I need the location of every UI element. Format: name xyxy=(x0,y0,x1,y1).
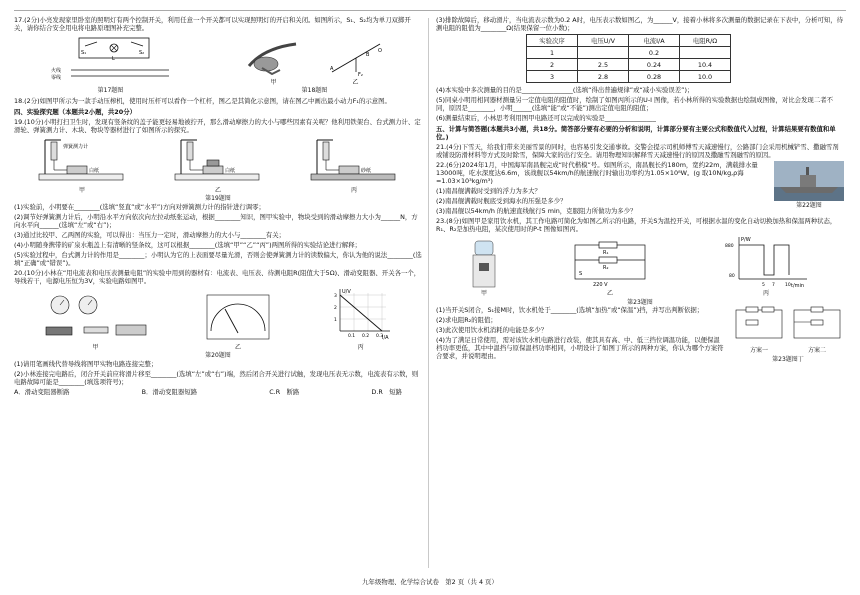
figure-23-caption: 第23题图 xyxy=(627,298,653,306)
column-divider xyxy=(428,18,429,568)
plan-2-label: 方案二 xyxy=(807,347,826,354)
f2-label: F₂ xyxy=(357,71,363,78)
graph-ylabel: U/V xyxy=(341,288,351,295)
question-19-intro: 19.(10分)小明打扫卫生时，发现有竖条纹的盖子能更轻易地被拧开，那么滑动摩擦力的大小与哪些因素有关呢？他利用铁架台、台式测力计、定滑轮、弹簧测力计、木块、物块等器材进行了如图所示的探究。 xyxy=(14,117,421,134)
r2-label: R₂ xyxy=(603,265,609,271)
question-20-options xyxy=(14,388,422,396)
s1-label: S₁ xyxy=(80,50,86,56)
figure-20-yi-label: 乙 xyxy=(234,343,241,351)
table-header: 电阻R/Ω xyxy=(680,35,731,47)
ytick-2: 2 xyxy=(333,305,337,311)
question-20-part-1: (1)请用笔画线代替导线将图甲实物电路连接完整； xyxy=(14,359,158,368)
figure-18-caption: 第18题图 xyxy=(301,87,328,94)
plan-2 xyxy=(790,306,844,355)
table-cell: 2.5 xyxy=(578,59,629,71)
figure-20-yi xyxy=(203,291,273,352)
xtick-02: 0.2 xyxy=(361,333,369,339)
question-23-part-1: (1)当开关S闭合，S₁接M时，饮水机处于________(选填“加热”或“保温”)挡，并写出判断依据； xyxy=(436,306,704,314)
figure-19-caption: 第19题图 xyxy=(205,195,231,202)
plan-1 xyxy=(732,306,786,355)
question-22-part-2: (2)南昌舰满载时舰底受到海水的压强是多少？ xyxy=(436,197,567,205)
question-22-part-3: (3)南昌舰以54km/h 的航速直线航行5 min，克服阻力所做功为多少？ xyxy=(436,207,637,215)
figure-23-ding xyxy=(732,306,844,363)
lever-diagram xyxy=(326,38,386,78)
plan-2-circuit xyxy=(790,306,844,346)
section-5-heading: 五、计算与简答题(本题共3小题，共18分。简答部分要有必要的分析和说明，计算部分要有主要公式和数值代入过程，计算结果要有数值和单位。) xyxy=(436,125,836,141)
question-23-parts xyxy=(436,306,726,363)
ytick-3: 3 xyxy=(333,293,337,299)
cloth-label-jia: 白纸 xyxy=(89,167,100,174)
table-cell: 10.0 xyxy=(680,71,731,83)
question-22-block xyxy=(436,161,844,217)
table-row xyxy=(527,59,731,71)
figure-20 xyxy=(14,287,422,360)
question-19-part-2: (2)调节好弹簧测力计后，小明沿水平方向依次向左拉动纸张运动，根据________知识，图甲实验中，物块受到的滑动摩擦力大小为______N，方向水平向______(选填“左”或“右”)； xyxy=(14,212,418,229)
xtick-7: 7 xyxy=(772,283,775,288)
r1-label: R₁ xyxy=(603,250,609,256)
figure-22 xyxy=(774,161,844,217)
table-cell xyxy=(680,47,731,59)
figure-23-yi xyxy=(565,239,655,298)
question-19-part-4: (4)小明随身携带的矿泉水瓶盖上有清晰的竖条纹，这可以根据________(选填“甲”“乙”“丙”)两图所得的实验结论进行解释； xyxy=(14,240,362,249)
figure-23-jia-label: 甲 xyxy=(480,290,487,297)
figure-20-bing xyxy=(326,287,396,352)
ytick-1: 1 xyxy=(333,317,337,323)
question-23: 23.(8分)如图甲是家用饮水机，其工作电路可简化为如图乙所示的电路，开关S为温控开关，可根据水温的变化自动切换加热和保温两种状态，R₁、R₂是加热电阻，某次使用时的P-t 图像如图丙。 xyxy=(436,217,837,233)
figure-22-caption: 第22题图 xyxy=(796,202,822,209)
ytick-880: 880 xyxy=(725,244,734,249)
option-c: C.R 断路 xyxy=(269,387,300,396)
switch-s-label: S xyxy=(579,271,583,277)
question-22-text xyxy=(436,161,768,217)
table-cell: 0.24 xyxy=(629,59,680,71)
lever-b-label: B xyxy=(365,51,369,58)
figure-18-jia-label: 甲 xyxy=(270,78,277,86)
figure-18-yi-label: 乙 xyxy=(352,78,359,86)
page-footer: 九年级物理、化学综合试卷 第2 页（共 4 页） xyxy=(362,578,498,586)
xtick-5: 5 xyxy=(762,283,765,288)
spring-gauge-label-jia: 弹簧测力计 xyxy=(63,143,89,150)
friction-setup-jia xyxy=(37,136,127,186)
question-20-part-5: (5)同桌小明用相同器材测量另一定值电阻的阻值时，绘制了如图丙所示的U-I 图像，若小林所得的实验数据也绘制成图像，对比会发现二者不同，原因是________，小明______(选填“能”或“不能”)测出定值电阻的阻值； xyxy=(436,96,833,112)
figure-19-jia xyxy=(37,136,127,195)
neutral-wire-label: 零线 xyxy=(50,75,61,81)
figures-17-18 xyxy=(14,34,422,95)
warship-photo xyxy=(774,161,844,201)
question-18: 18.(2分)如图甲所示为一款手动压榨机，使用时压杆可以看作一个杠杆，图乙是其简化示意图，请在图乙中画出最小动力F₁的示意图。 xyxy=(14,96,391,105)
power-time-graph xyxy=(721,235,811,289)
plan-1-label: 方案一 xyxy=(749,347,768,354)
figure-19-jia-label: 甲 xyxy=(78,186,85,194)
friction-setup-bing xyxy=(309,136,399,186)
table-header: 实验次序 xyxy=(527,35,578,47)
figure-19 xyxy=(14,136,422,203)
question-20-part-3: (3)排除故障后，移动滑片，当电流表示数为0.2 A时，电压表示数如图乙，为______V，接着小林将多次测量的数据记录在下表中，分析可知，待测电阻的阻值为________Ω(结果保留一位小数)； xyxy=(436,16,844,32)
xtick-01: 0.1 xyxy=(347,333,355,339)
xtick-03: 0.3 xyxy=(375,333,383,339)
figure-18-jia xyxy=(244,38,304,87)
figure-23-jia xyxy=(469,239,499,298)
pt-ylabel: P/W xyxy=(741,237,751,243)
dispenser-circuit xyxy=(565,239,655,289)
circuit-17-diagram xyxy=(51,34,171,86)
lamp-label: L xyxy=(111,56,115,62)
question-19-part-1: (1)实验前，小明要在________(选填“竖直”或“水平”)方向对弹簧测力计的指针进行调零； xyxy=(14,202,265,211)
question-20-part-6: (6)测量结束后，小林思考利用图甲电路还可以完成的实验是________________ xyxy=(436,114,656,122)
figure-20-bing-label: 丙 xyxy=(357,343,364,351)
lever-a-label: A xyxy=(329,65,333,72)
juicer-press-image xyxy=(244,38,304,78)
pt-xlabel: t/min xyxy=(791,283,805,289)
section-4-heading: 四、实验探究题（本题共2小题，共20分） xyxy=(14,107,136,116)
figure-19-bing xyxy=(309,136,399,195)
ytick-80: 80 xyxy=(729,274,735,279)
question-23-part-3: (3)此次使用饮水机消耗的电能是多少？ xyxy=(436,326,548,334)
live-wire-label: 火线 xyxy=(50,68,61,74)
supply-label: 220 V xyxy=(593,282,608,288)
question-21: 21.(4分)下雪天，给我们带来美丽雪景的同时，也容易引发交通事故。交警会提示司机师傅雪天减速慢行，公路部门会采用机械铲雪、撒融雪剂或铺设防滑材料等方式及时除雪，保障大家的出行安全。请用物理知识解释雪天减速慢行的原因及撒融雪剂融雪的原因。 xyxy=(436,143,839,159)
top-rule xyxy=(14,10,846,11)
data-table xyxy=(526,34,731,83)
table-cell: 10.4 xyxy=(680,59,731,71)
sandpaper-label: 砂纸 xyxy=(361,167,372,174)
figure-20-jia xyxy=(40,291,150,352)
voltmeter-dial xyxy=(203,291,273,343)
figure-19-yi-label: 乙 xyxy=(214,186,221,194)
figure-23-yi-label: 乙 xyxy=(606,290,613,297)
question-17: 17.(2分)小亮发现家里卧室的照明灯有两个控制开关，利用任意一个开关都可以实现照明灯的开启和关闭。如图所示，S₁、S₂均为单刀双掷开关，请你结合安全用电将电路原理图补充完整。 xyxy=(14,16,411,32)
figure-23 xyxy=(436,235,844,306)
right-column xyxy=(436,16,844,571)
xtick-10: 10 xyxy=(785,283,791,288)
question-20-intro: 20.(10分)小林在“用电流表和电压表测量电阻”的实验中用到的器材有：电流表、电压表、待测电阻R(阻值大于5Ω)、滑动变阻器、开关各一个，导线若干，电源电压恒为3V，实验电路如图甲。 xyxy=(14,268,421,285)
table-cell: 2 xyxy=(527,59,578,71)
figure-19-bing-label: 丙 xyxy=(350,186,357,194)
question-23-parts-block xyxy=(436,306,844,363)
s2-label: S₂ xyxy=(138,50,144,56)
table-row xyxy=(527,71,731,83)
friction-setup-yi xyxy=(173,136,263,186)
plan-1-circuit xyxy=(732,306,786,346)
question-20-part-2: (2)小林连接完电路后，闭合开关前应将滑片移至________(选填“左”或“右”)端，然后闭合开关进行试触，发现电压表无示数，电流表有示数，则电路故障可能是________(填选项符号)； xyxy=(14,369,419,386)
table-cell xyxy=(578,47,629,59)
ui-graph xyxy=(326,287,396,343)
figure-20-caption: 第20题图 xyxy=(205,352,231,359)
option-b: B．滑动变阻器短路 xyxy=(141,387,198,396)
option-d: D.R 短路 xyxy=(371,387,402,396)
question-19-part-3: (3)通过比较甲、乙两图的实验，可以得出：当压力一定时，滑动摩擦力的大小与________有关； xyxy=(14,230,286,239)
figure-18-yi xyxy=(326,38,386,87)
table-cell: 0.2 xyxy=(629,47,680,59)
lever-o-label: O xyxy=(377,47,382,54)
question-22-part-1: (1)南昌舰满载时受到的浮力为多大？ xyxy=(436,187,541,195)
figure-23-bing-label: 丙 xyxy=(762,290,769,297)
question-23-part-4: (4)为了满足日常使用，需对该饮水机电路进行改装，使其具有高、中、低三挡位调温功能，以便保温档功率更低，其中中温挡与原保温档功率相同，小明设计了如图丁所示的两种方案，你认为哪个方案符合要求，并说明理由。 xyxy=(436,336,724,360)
table-row xyxy=(527,47,731,59)
question-23-part-2: (2)求电阻R₂的阻值； xyxy=(436,316,497,324)
table-header: 电流I/A xyxy=(629,35,680,47)
circuit-kit-image xyxy=(40,291,150,343)
figure-20-jia-label: 甲 xyxy=(92,343,99,351)
table-header-row xyxy=(527,35,731,47)
figure-18 xyxy=(244,38,386,95)
cloth-label-yi: 白纸 xyxy=(225,167,236,174)
question-20-part-4: (4)本实验中多次测量的目的是________________(选填“得出普遍规律”或“减小实验误差”)； xyxy=(436,86,694,94)
question-19-part-5: (5)实验过程中，台式测力计的作用是________；小明认为它的上表面要尽量光滑，否则会使弹簧测力计的读数偏大，你认为他的说法________(选填“正确”或“错误”)。 xyxy=(14,250,422,267)
figure-23-bing xyxy=(721,235,811,298)
option-a: A．滑动变阻器断路 xyxy=(14,387,70,396)
left-column xyxy=(14,16,422,571)
figure-17-caption: 第17题图 xyxy=(97,87,124,94)
table-header: 电压U/V xyxy=(578,35,629,47)
table-cell: 2.8 xyxy=(578,71,629,83)
figure-23-ding-caption: 第23题图丁 xyxy=(772,355,804,363)
table-cell: 0.28 xyxy=(629,71,680,83)
figure-17 xyxy=(51,34,171,95)
graph-xlabel: I/A xyxy=(381,334,389,341)
table-cell: 3 xyxy=(527,71,578,83)
question-22: 22.(6分)2024年1月，中国海军南昌舰完成“时代楷模”号。如图所示，南昌舰长约180m，宽约22m，满载排水量13000吨，吃水深度达6.6m，该战舰以54km/h的航速航行时输出功率约为1.05×10⁸W。(g 取10N/kg,ρ海=1.03×10³kg/m³) xyxy=(436,161,758,185)
table-cell: 1 xyxy=(527,47,578,59)
water-dispenser-image xyxy=(469,239,499,289)
figure-19-yi xyxy=(173,136,263,195)
